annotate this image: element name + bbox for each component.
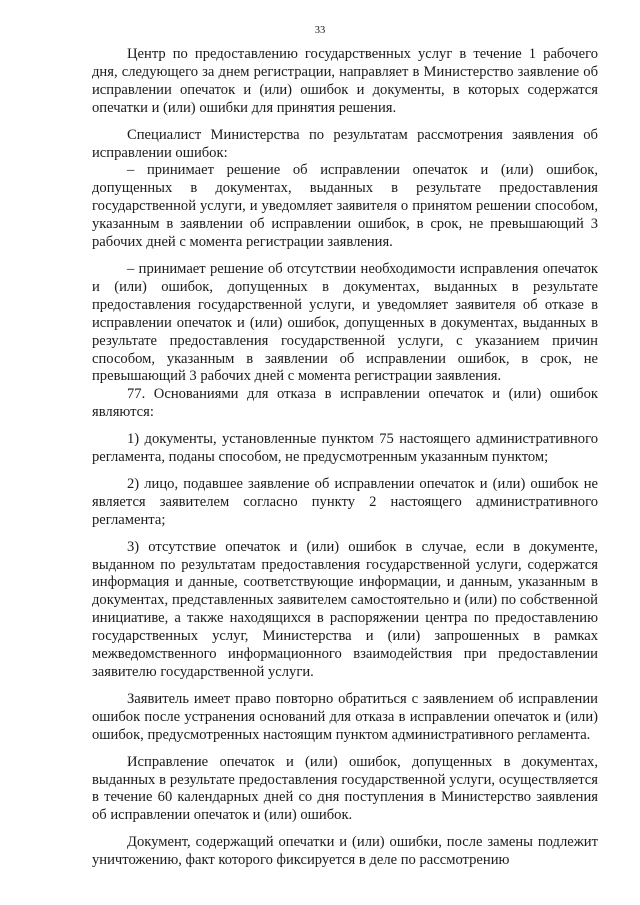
paragraph-center-forwarding: Центр по предоставлению государственных услуг в течение 1 рабочего дня, следующего за днем регистрации, направляет в Министерство заявление об исправлении опечаток и (или) ошибок и документы, в которых содержатся опечатки и (или) ошибки для принятия решения. <box>92 46 598 116</box>
page-number: 33 <box>314 25 326 36</box>
list-item-1: 1) документы, установленные пунктом 75 настоящего административного регламента, поданы способом, не предусмотренным указанным пунктом; <box>92 431 598 466</box>
document-body <box>92 46 598 870</box>
paragraph-decision-correct: – принимает решение об исправлении опечаток и (или) ошибок, допущенных в документах, выданных в результате предоставления государственной услуги, и уведомляет заявителя о принятом решении способом, указанным в заявлении об исправлении ошибок, в срок, не превышающий 3 рабочих дней с момента регистрации заявления. <box>92 162 598 251</box>
paragraph-clause-77: 77. Основаниями для отказа в исправлении опечаток и (или) ошибок являются: <box>92 386 598 421</box>
paragraph-document-destruction: Документ, содержащий опечатки и (или) ошибки, после замены подлежит уничтожению, факт которого фиксируется в деле по рассмотрению <box>92 834 598 869</box>
list-item-3: 3) отсутствие опечаток и (или) ошибок в случае, если в документе, выданном по результатам предоставления государственной услуги, содержатся информация и данные, соответствующие информации, и данным, указанным в документах, представленных заявителем самостоятельно и (или) по собственной инициативе, а также находящихся в распоряжении центра по предоставлению государственных услуг, Министерства и (или) запрошенных в рамках межведомственного информационного взаимодействия при предоставлении заявителю государственной услуги. <box>92 538 598 680</box>
paragraph-decision-refuse: – принимает решение об отсутствии необходимости исправления опечаток и (или) ошибок, допущенных в документах, выданных в результате предоставления государственной услуги, и уведомляет заявителя об отказе в исправлении опечаток и (или) ошибок, допущенных в документах, выданных в результате предоставления государственной услуги, с указанием причин способом, указанным в заявлении об исправлении ошибок, в срок, не превышающий 3 рабочих дней с момента регистрации заявления. <box>92 260 598 385</box>
list-item-2: 2) лицо, подавшее заявление об исправлении опечаток и (или) ошибок не является заявителем согласно пункту 2 настоящего административного регламента; <box>92 475 598 528</box>
paragraph-reapply: Заявитель имеет право повторно обратиться с заявлением об исправлении ошибок после устранения оснований для отказа в исправлении опечаток и (или) ошибок, предусмотренных настоящим пунктом административного регламента. <box>92 690 598 743</box>
paragraph-specialist-review: Специалист Министерства по результатам рассмотрения заявления об исправлении ошибок: <box>92 126 598 161</box>
paragraph-correction-term: Исправление опечаток и (или) ошибок, допущенных в документах, выданных в результате предоставления государственной услуги, осуществляется в течение 60 календарных дней со дня поступления в Министерство заявления об исправлении опечаток и (или) ошибок. <box>92 753 598 824</box>
